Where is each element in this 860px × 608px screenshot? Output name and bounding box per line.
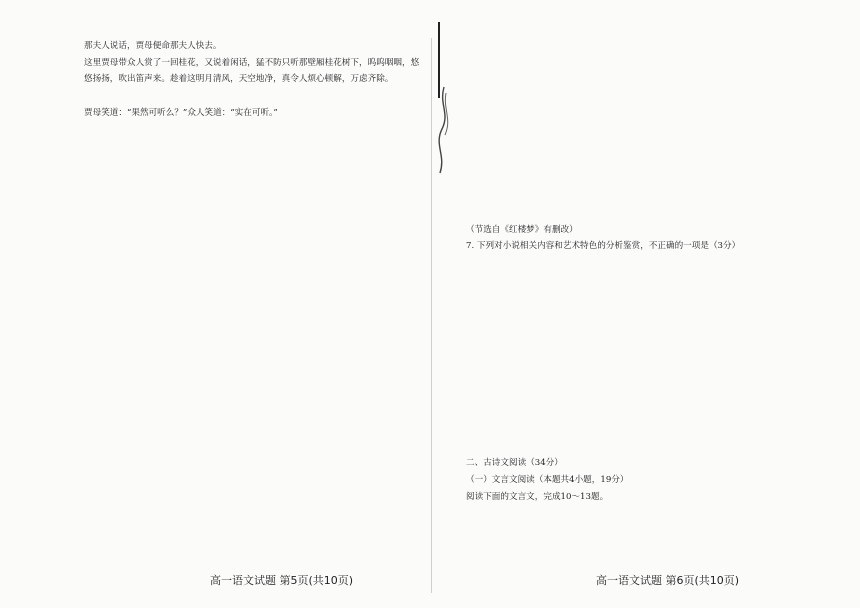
text-line xyxy=(84,172,419,189)
text-line xyxy=(466,121,801,138)
text-line xyxy=(84,422,419,439)
text-line xyxy=(466,505,801,522)
text-line xyxy=(84,455,419,472)
text-line xyxy=(466,155,801,172)
text-line xyxy=(466,539,801,556)
page-divider xyxy=(431,38,432,593)
text-line xyxy=(84,155,419,172)
text-line xyxy=(466,355,801,372)
text-line xyxy=(84,222,419,239)
text-line xyxy=(466,522,801,539)
text-line: 阅读下面的文言文，完成10～13题。 xyxy=(466,491,609,502)
text-line xyxy=(466,555,801,572)
text-line xyxy=(466,55,801,72)
text-line xyxy=(84,288,419,305)
text-line: 那夫人说话，贾母便命那夫人快去。 xyxy=(84,41,222,51)
text-line xyxy=(84,322,419,339)
text-line xyxy=(466,172,801,189)
text-line: 贾母笑道：“果然可听么？”众人笑道：“实在可听。” xyxy=(84,107,278,118)
text-line xyxy=(84,388,419,405)
text-line xyxy=(84,505,419,522)
text-line xyxy=(466,105,801,122)
text-line xyxy=(84,405,419,422)
text-line xyxy=(84,238,419,255)
text-line xyxy=(84,205,419,222)
text-line: 二、古诗文阅读（34分） xyxy=(466,458,563,469)
page-6-footer: 高一语文试题 第6页(共10页) xyxy=(596,574,740,587)
text-line xyxy=(84,188,419,205)
text-line xyxy=(84,255,419,272)
text-line xyxy=(84,489,419,506)
text-line xyxy=(84,338,419,355)
text-line xyxy=(466,422,801,439)
text-line xyxy=(84,472,419,489)
text-line: （节选自《红楼梦》有删改） xyxy=(466,224,578,235)
page-5-text xyxy=(84,38,419,572)
text-line xyxy=(84,355,419,372)
text-line xyxy=(84,539,419,556)
text-line: （一）文言文阅读（本题共4小题，19分） xyxy=(466,474,629,485)
text-line: 这里贾母带众人赏了一回桂花，又说着闲话，猛不防只听那壁厢桂花树下，呜呜咽咽，悠 xyxy=(84,57,419,68)
text-line xyxy=(466,205,801,222)
text-line xyxy=(466,338,801,355)
text-line xyxy=(466,305,801,322)
text-line xyxy=(466,71,801,88)
text-line xyxy=(84,439,419,456)
text-line xyxy=(466,255,801,272)
text-line: 悠扬扬，吹出笛声来。趁着这明月清风，天空地净，真令人烦心顿解，万虑齐除。 xyxy=(84,74,394,85)
page-6-text xyxy=(466,38,801,572)
text-line xyxy=(466,372,801,389)
text-line xyxy=(84,121,419,138)
text-line: 7. 下列对小说相关内容和艺术特色的分析鉴赏，不正确的一项是（3分） xyxy=(466,241,741,252)
text-line xyxy=(84,372,419,389)
text-line xyxy=(84,305,419,322)
text-line xyxy=(466,288,801,305)
text-line xyxy=(466,272,801,289)
text-line xyxy=(466,405,801,422)
text-line xyxy=(466,388,801,405)
text-line xyxy=(466,188,801,205)
text-line xyxy=(84,272,419,289)
text-line xyxy=(466,322,801,339)
pencil-scribble-icon xyxy=(424,85,464,175)
page-5-footer: 高一语文试题 第5页(共10页) xyxy=(210,574,354,587)
text-line xyxy=(84,138,419,155)
text-line xyxy=(466,38,801,55)
text-line xyxy=(84,522,419,539)
text-line xyxy=(466,138,801,155)
text-line xyxy=(84,555,419,572)
text-line xyxy=(84,88,419,105)
text-line xyxy=(466,439,801,456)
text-line xyxy=(466,88,801,105)
